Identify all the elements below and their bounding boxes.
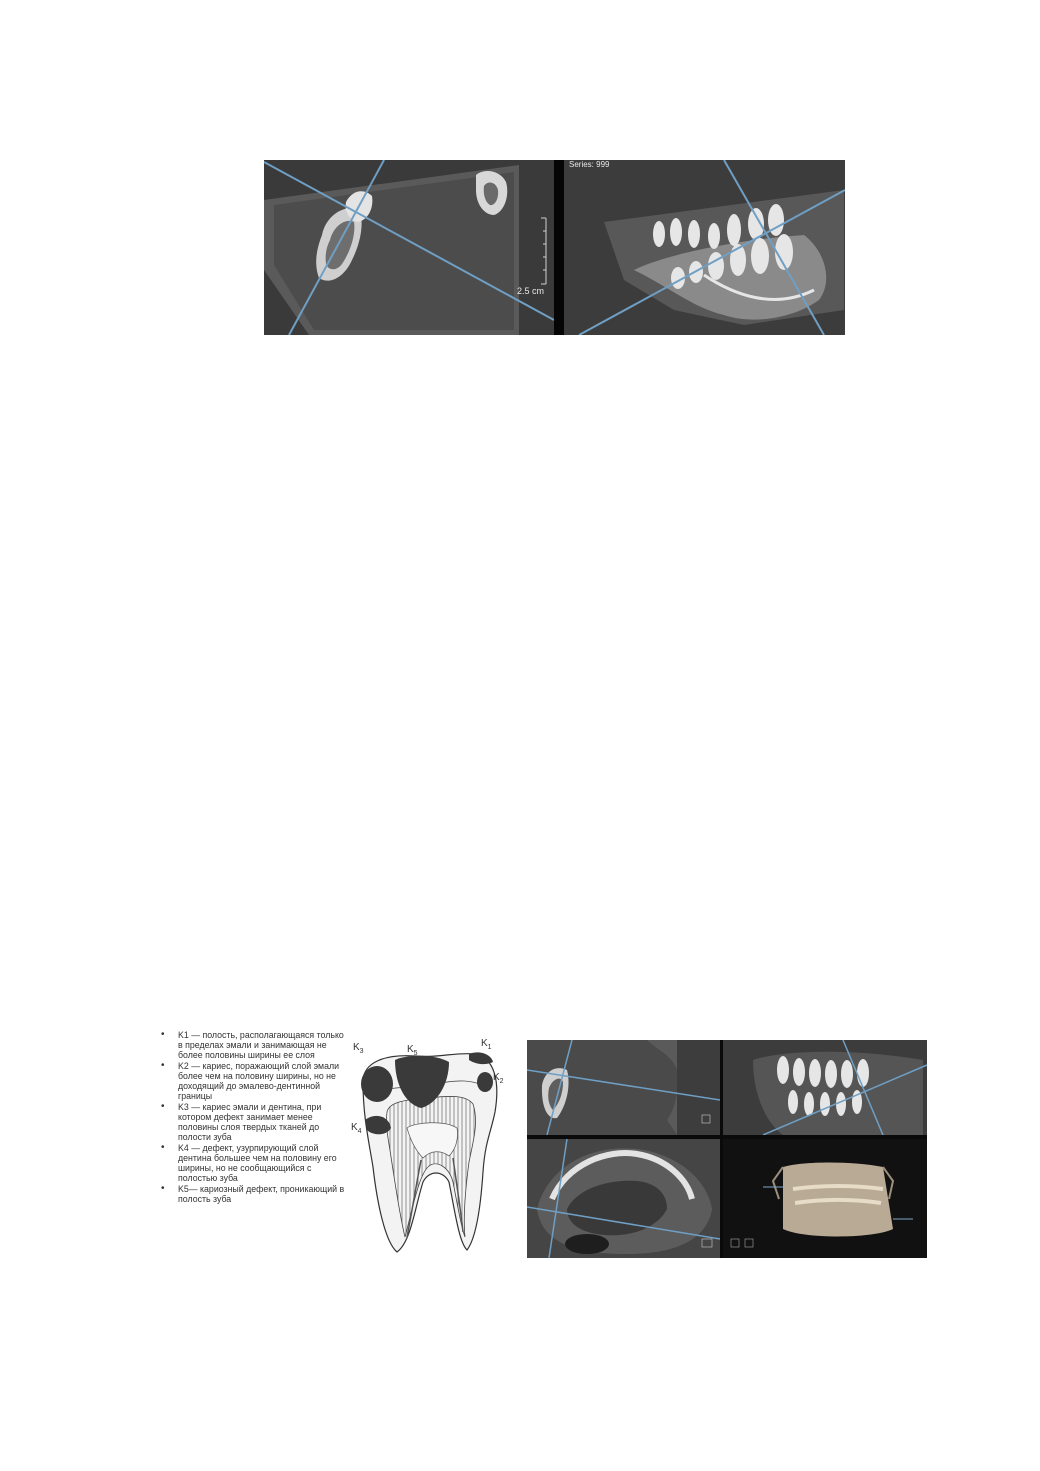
ct-scan-figure-top: [264, 160, 845, 335]
tooth-cross-section-diagram: [345, 1032, 515, 1257]
sagittal-slice-image: [264, 160, 554, 335]
lesion-k2: [477, 1072, 493, 1092]
classification-item-k2: • K2 — кариес, поражающий слой эмали более чем на половину ширины, но не доходящий до эмалево-дентинной границы: [160, 1061, 350, 1101]
panoramic-slice-image: [564, 160, 845, 335]
panel-divider: [554, 160, 564, 335]
ct-panel-panoramic: [564, 160, 845, 335]
ct-scan-collage: [527, 1040, 927, 1258]
classification-item-k1: • K1 — полость, располагающаяся только в пределах эмали и занимающая не более половины ширины ее слоя: [160, 1030, 350, 1060]
ct-cell-3d-render: [723, 1139, 927, 1258]
scale-label: 2.5 cm: [517, 286, 545, 296]
label-k5: $K_5$: [407, 1044, 418, 1057]
ct-cell-sagittal: [527, 1040, 720, 1135]
label-k2: $K_2$: [493, 1072, 504, 1085]
lesion-k3: [361, 1066, 393, 1102]
label-k1: $K_1$: [481, 1038, 492, 1051]
ct-cell-axial: [527, 1139, 720, 1258]
classification-item-k5: • K5— кариозный дефект, проникающий в полость зуба: [160, 1184, 350, 1204]
ct-cell-panoramic: [723, 1040, 927, 1135]
classification-item-k4: • K4 — дефект, узурпирующий слой дентина большее чем на половину его ширины, но не сообщающийся с полостью зуба: [160, 1143, 350, 1183]
label-k4: $K_4$: [351, 1122, 362, 1135]
caries-classification-list: [160, 1030, 350, 1205]
tooth-illustration: [345, 1032, 515, 1257]
series-label: Series: 999: [569, 160, 610, 169]
classification-item-k3: • K3 — кариес эмали и дентина, при котором дефект занимает менее половины слоя твердых тканей до полости зуба: [160, 1102, 350, 1142]
label-k3: $K_3$: [353, 1042, 364, 1055]
ct-panel-sagittal: [264, 160, 554, 335]
